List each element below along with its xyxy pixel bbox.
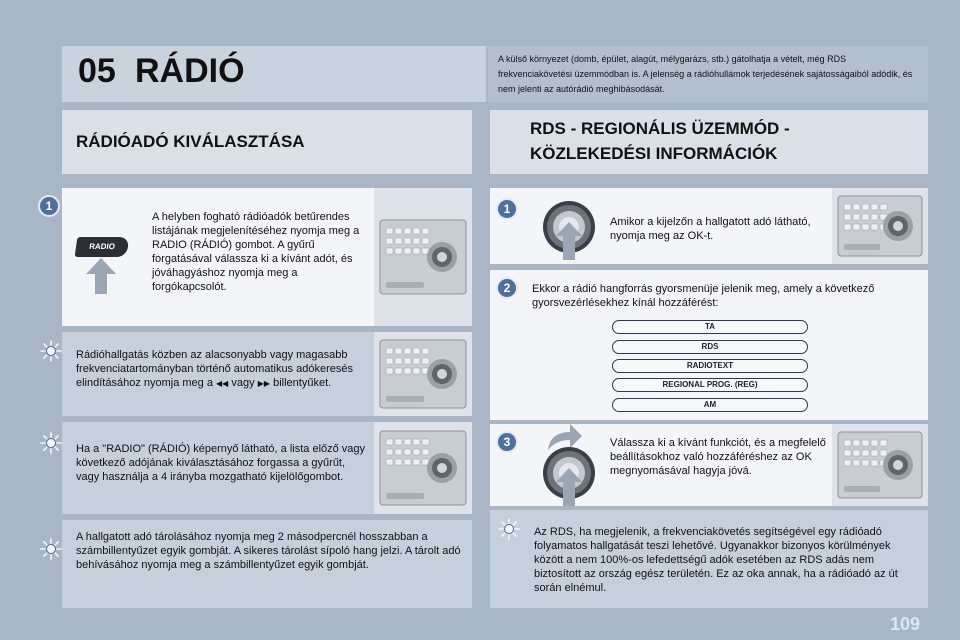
radio-unit-icon [374, 188, 472, 326]
chapter-number: 05 [78, 52, 116, 90]
step-badge-right-3: 3 [496, 431, 518, 453]
page-number: 109 [890, 614, 921, 634]
seek-up-icon: ▶▶ [257, 379, 271, 388]
section-title-station-select: RÁDIÓADÓ KIVÁLASZTÁSA [62, 110, 472, 174]
tip-sun-icon [40, 340, 62, 362]
menu-option-regional[interactable]: REGIONAL PROG. (REG) [612, 378, 808, 392]
left-step1-photo [374, 188, 472, 326]
left-tip1-text-b: billentyűket. [273, 377, 332, 389]
right-step2-text: Ekkor a rádió hangforrás gyorsmenüje jelenik meg, amely a következő gyorsvezérlésekhez kínál hozzáférést: [532, 283, 875, 309]
radio-unit-icon [832, 424, 928, 506]
chapter-band [62, 46, 486, 102]
left-tip2-photo [374, 422, 472, 514]
tip-sun-icon [40, 432, 62, 454]
right-step3-photo [832, 424, 928, 506]
right-step1-text: Amikor a kijelzőn a hallgatott adó látható, nyomja meg az OK-t. [610, 216, 811, 242]
seek-down-icon: ◀◀ [216, 379, 229, 388]
left-tip1-text [76, 348, 370, 391]
left-tip3-text: A hallgatott adó tárolásához nyomja meg 2 másodpercnél hosszabban a számbillentyűzet egyik gombját. A sikeres tárolást sípoló hang jelzi. A tárolt adó behívásához nyomja meg a számbillentyűzet egyik gombját. [76, 531, 461, 571]
arrow-up-icon [556, 468, 582, 506]
step-badge-right-2: 2 [496, 277, 518, 299]
left-tip1-text-a: Rádióhallgatás közben az alacsonyabb vagy magasabb frekvenciatartományban történő automatikus adókeresés elindításához nyomja meg a [76, 349, 353, 389]
tip-sun-icon [498, 518, 520, 540]
left-step1-text: A helyben fogható rádióadók betűrendes listájának megjelenítéséhez nyomja meg a RADIO (RÁDIÓ) gombot. A gyűrű forgatásával válassza ki a kívánt adót, és jóváhagyáshoz nyomja meg a forgókapcsolót. [152, 211, 360, 293]
menu-option-ta[interactable]: TA [612, 320, 808, 334]
step-badge-right-1: 1 [496, 198, 518, 220]
tip-sun-icon [40, 538, 62, 560]
radio-unit-icon [832, 188, 928, 264]
menu-option-radiotext[interactable]: RADIOTEXT [612, 359, 808, 373]
menu-option-rds[interactable]: RDS [612, 340, 808, 354]
left-tip1-photo [374, 332, 472, 416]
menu-option-am[interactable]: AM [612, 398, 808, 412]
section-title-rds: RDS - REGIONÁLIS ÜZEMMÓD - KÖZLEKEDÉSI INFORMÁCIÓK [490, 110, 928, 174]
left-tip1-or: vagy [231, 377, 255, 389]
chapter-title: RÁDIÓ [135, 52, 245, 90]
arrow-up-icon [556, 222, 582, 260]
step-badge-left-1: 1 [38, 195, 60, 217]
right-step3-text: Válassza ki a kívánt funkciót, és a megfelelő beállításokhoz való hozzáféréshez az OK megnyomásával hagyja jóvá. [610, 437, 826, 477]
right-step1-photo [832, 188, 928, 264]
right-tip-text: Az RDS, ha megjelenik, a frekvenciakövetés segítségével egy rádióadó folyamatos hallgatását teszi lehetővé. Ugyanakkor bizonyos körülmények között a nem 100%-os lefedettségű adók esetében az RDS adás nem biztosított az ország egész területén. Ez az oka annak, ha a rádióadó az út során elnémul. [534, 526, 898, 594]
left-tip2-text: Ha a "RADIO" (RÁDIÓ) képernyő látható, a lista előző vagy következő adójának kiválasztásához forgassa a gyűrűt, vagy használja a 4 irányba mozgatható kijelölőgombot. [76, 443, 366, 483]
radio-unit-icon [374, 332, 472, 416]
reception-note: A külső környezet (domb, épület, alagút, mélygarázs, stb.) gátolhatja a vételt, még RDS frekvenciakövetési üzemmódban is. A jelenség a rádióhullámok terjedésének sajátosságaiból adódik, és nem jelenti az autórádió meghibásodását. [488, 46, 928, 102]
radio-unit-icon [374, 422, 472, 514]
radio-button[interactable]: RADIO [75, 237, 130, 257]
arrow-up-icon [86, 258, 116, 294]
